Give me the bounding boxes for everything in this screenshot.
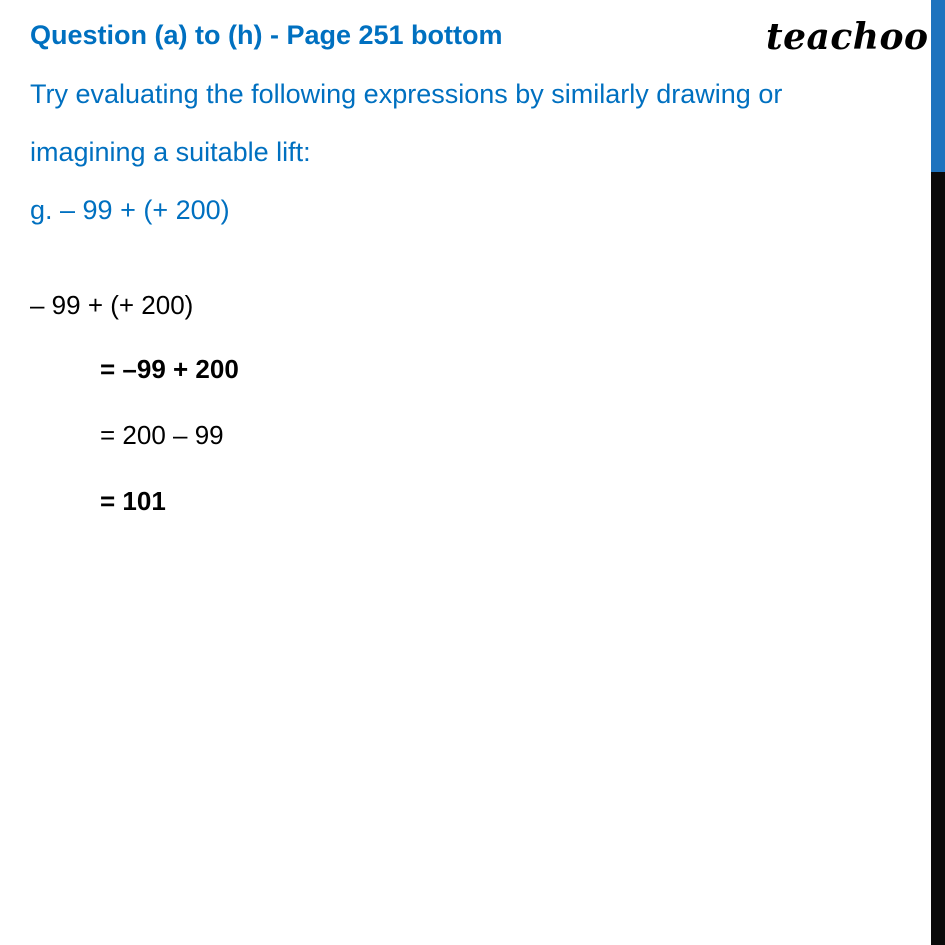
question-text-line-2: imagining a suitable lift: xyxy=(30,137,311,167)
solution-step-2: = 200 – 99 xyxy=(100,420,224,450)
solution-answer: = 101 xyxy=(100,486,166,516)
solution-expression: – 99 + (+ 200) xyxy=(30,290,194,320)
page-title: Question (a) to (h) - Page 251 bottom xyxy=(30,20,503,50)
teachoo-logo: teachoo xyxy=(766,16,929,58)
solution-step-1: = –99 + 200 xyxy=(100,354,239,384)
question-part-g: g. – 99 + (+ 200) xyxy=(30,195,230,225)
scrollbar-thumb[interactable] xyxy=(931,0,945,172)
question-text-line-1: Try evaluating the following expressions by similarly drawing or xyxy=(30,79,783,109)
